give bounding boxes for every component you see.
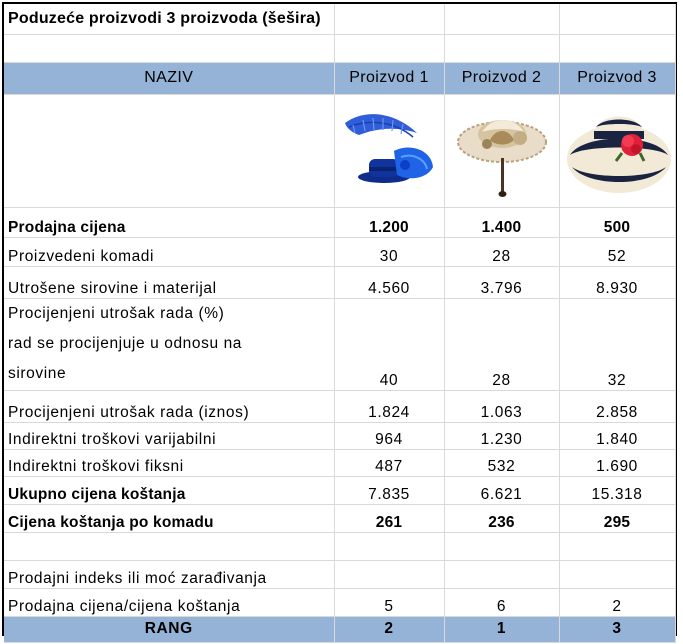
table-row: Prodajna cijena 1.200 1.400 500: [4, 207, 675, 237]
empty-row: [4, 532, 675, 560]
spreadsheet: [2, 2, 677, 636]
table-row: Prodajni indeks ili moć zarađivanja: [4, 560, 675, 588]
product-3-header[interactable]: Proizvod 3: [559, 62, 675, 94]
empty-row: [4, 34, 675, 62]
table-row: Procijenjeni utrošak rada (iznos) 1.824 1.063 2.858: [4, 390, 675, 422]
lace-bonnet-hat-icon: [452, 102, 552, 200]
sheet-title[interactable]: Poduzeće proizvodi 3 proizvoda (šešira): [4, 4, 334, 34]
product-1-header[interactable]: Proizvod 1: [334, 62, 444, 94]
table-row: Indirektni troškovi varijabilni 964 1.230 1.840: [4, 422, 675, 449]
table-row: Cijena koštanja po komadu 261 236 295: [4, 504, 675, 532]
products-table: [4, 4, 676, 643]
table-row: Utrošene sirovine i materijal 4.560 3.796 8.930: [4, 266, 675, 298]
rang-row: RANG 2 1 3: [4, 616, 675, 642]
naziv-header[interactable]: NAZIV: [4, 62, 334, 94]
table-row: Indirektni troškovi fiksni 487 532 1.690: [4, 449, 675, 476]
striped-sun-hat-icon: [564, 103, 674, 199]
table-row: Ukupno cijena koštanja 7.835 6.621 15.318: [4, 476, 675, 504]
title-row: [4, 4, 675, 34]
header-row: [4, 62, 675, 94]
blue-feather-hat-icon: [339, 105, 439, 197]
product-2-header[interactable]: Proizvod 2: [444, 62, 559, 94]
table-row: Proizvedeni komadi 30 28 52: [4, 237, 675, 266]
image-row: [4, 94, 675, 207]
rang-label[interactable]: RANG: [4, 616, 334, 642]
table-row: Prodajna cijena/cijena koštanja 5 6 2: [4, 588, 675, 616]
table-row: Procijenjeni utrošak rada (%) rad se procijenjuje u odnosu na sirovine 40 28 32: [4, 298, 675, 390]
